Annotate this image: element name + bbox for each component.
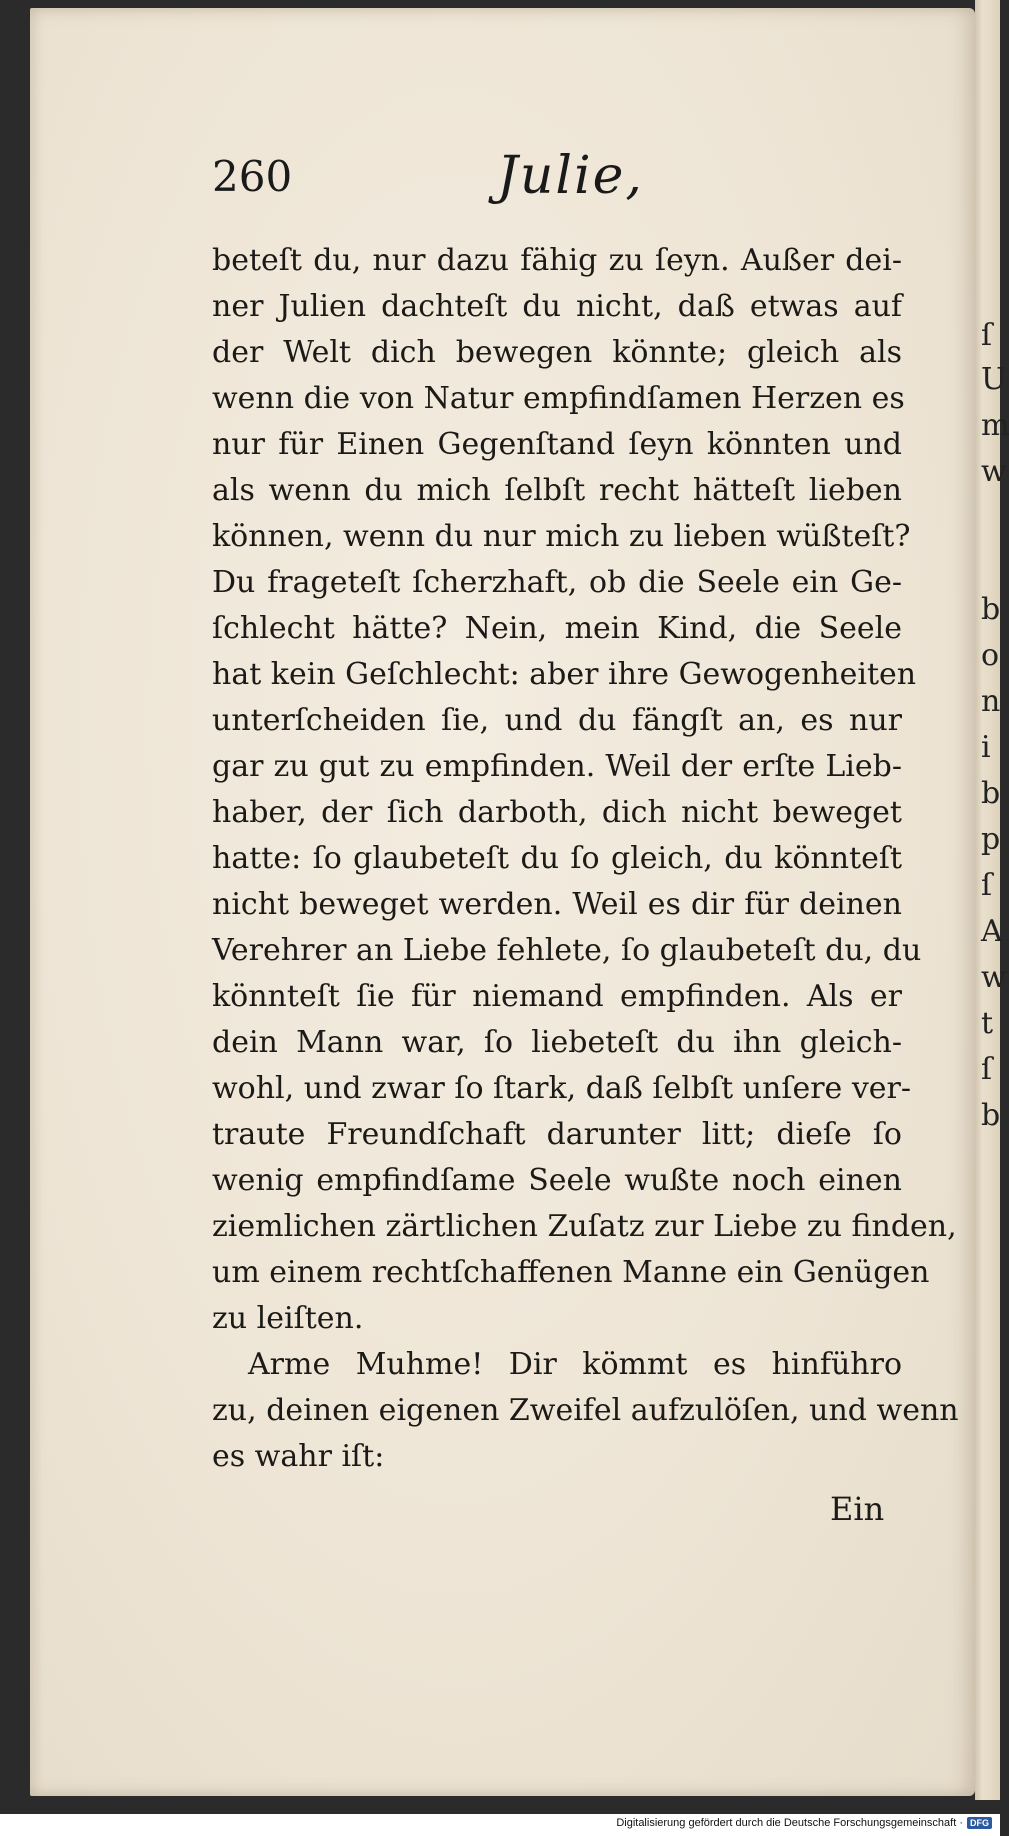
adjacent-page-fragment: ſ bbox=[981, 318, 993, 353]
adjacent-page-fragment: i bbox=[981, 730, 991, 765]
adjacent-page-fragment: w bbox=[981, 454, 1007, 489]
adjacent-page-fragment: b bbox=[981, 1098, 1001, 1133]
adjacent-page-fragment: m bbox=[981, 408, 1009, 443]
text-line: ziemlichen zärtlichen Zuſatz zur Liebe zu finden, bbox=[212, 1209, 957, 1244]
text-line: hatte: ſo glaubeteſt du ſo gleich, du könnteſt bbox=[212, 841, 902, 876]
adjacent-page-fragment: b bbox=[981, 592, 1001, 627]
text-line: es wahr iſt: bbox=[212, 1439, 385, 1474]
body-text bbox=[212, 238, 959, 1480]
text-line: Verehrer an Liebe fehlete, ſo glaubeteſt du, du bbox=[212, 933, 922, 968]
text-line: als wenn du mich ſelbſt recht hätteſt lieben bbox=[212, 473, 902, 508]
adjacent-page-edge bbox=[975, 0, 1009, 1800]
page-header bbox=[212, 146, 912, 222]
book-page bbox=[30, 8, 975, 1796]
text-line: könnteſt ſie für niemand empfinden. Als er bbox=[212, 979, 902, 1014]
page-number: 260 bbox=[212, 152, 293, 201]
dfg-logo: DFG bbox=[967, 1817, 992, 1829]
text-line: hat kein Geſchlecht: aber ihre Gewogenheiten bbox=[212, 657, 917, 692]
adjacent-page-fragment: U bbox=[981, 362, 1007, 397]
adjacent-page-fragment: o bbox=[981, 638, 1000, 673]
text-line: um einem rechtſchaffenen Manne ein Genügen bbox=[212, 1255, 930, 1290]
adjacent-page-fragment: p bbox=[981, 822, 1001, 857]
running-title: Julie, bbox=[497, 146, 644, 206]
text-line: dein Mann war, ſo liebeteſt du ihn gleich- bbox=[212, 1025, 902, 1060]
text-line: der Welt dich bewegen könnte; gleich als bbox=[212, 335, 902, 370]
text-line: wenig empfindſame Seele wußte noch einen bbox=[212, 1163, 902, 1198]
text-line: haber, der ſich darboth, dich nicht beweget bbox=[212, 795, 902, 830]
text-line: ner Julien dachteſt du nicht, daß etwas auf bbox=[212, 289, 902, 324]
adjacent-page-fragment: A bbox=[981, 914, 1003, 949]
text-line: wenn die von Natur empfindſamen Herzen es bbox=[212, 381, 905, 416]
text-line: traute Freundſchaft darunter litt; dieſe ſo bbox=[212, 1117, 902, 1152]
adjacent-page-fragment: n bbox=[981, 684, 1001, 719]
credit-text: Digitalisierung gefördert durch die Deutsche Forschungsgemeinschaft · bbox=[616, 1817, 963, 1829]
text-line: zu, deinen eigenen Zweifel aufzulöſen, und wenn bbox=[212, 1393, 959, 1428]
adjacent-page-fragment: ſ bbox=[981, 1052, 993, 1087]
text-line: unterſcheiden ſie, und du fängſt an, es nur bbox=[212, 703, 902, 738]
adjacent-page-fragment: b bbox=[981, 776, 1001, 811]
adjacent-page-fragment: ſ bbox=[981, 868, 993, 903]
text-line: Du frageteſt ſcherzhaft, ob die Seele ein Ge- bbox=[212, 565, 902, 600]
text-line: nicht beweget werden. Weil es dir für deinen bbox=[212, 887, 902, 922]
text-line: beteſt du, nur dazu fähig zu ſeyn. Außer dei- bbox=[212, 243, 902, 278]
digitization-credit bbox=[616, 1817, 992, 1829]
adjacent-page-fragment: w bbox=[981, 960, 1007, 995]
text-line: nur für Einen Gegenſtand ſeyn könnten und bbox=[212, 427, 902, 462]
text-line: Arme Muhme! Dir kömmt es hinführo bbox=[248, 1347, 902, 1382]
text-line: gar zu gut zu empfinden. Weil der erſte Lieb- bbox=[212, 749, 902, 784]
catchword: Ein bbox=[830, 1490, 885, 1528]
text-line: wohl, und zwar ſo ſtark, daß ſelbſt unſere ver- bbox=[212, 1071, 912, 1106]
adjacent-page-fragment: t bbox=[981, 1006, 994, 1041]
text-line: können, wenn du nur mich zu lieben wüßteſt? bbox=[212, 519, 911, 554]
text-line: zu leiſten. bbox=[212, 1301, 364, 1336]
text-line: ſchlecht hätte? Nein, mein Kind, die Seele bbox=[212, 611, 902, 646]
